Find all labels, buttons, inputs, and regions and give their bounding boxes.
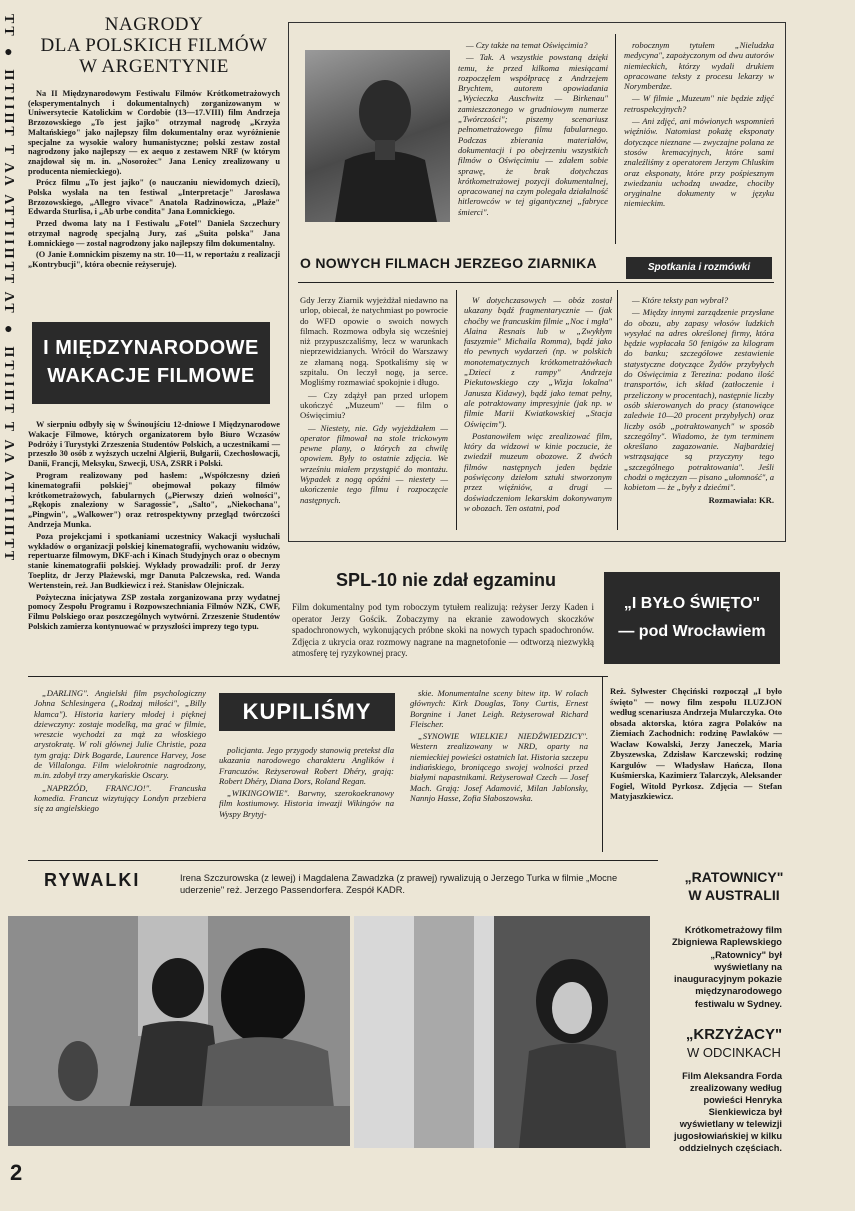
title-rule: [298, 282, 774, 283]
kupilismy-banner: KUPILIŚMY: [219, 693, 395, 731]
paragraph: — Które teksty pan wybrał?: [632, 295, 729, 305]
paragraph: policjanta. Jego przygody stanowią pretekst dla ukazania narodowego charakteru Anglików i Francuzów. Reżyserował Robert Dhéry, grają: Robert Dhéry, Diana Dors, Roland Regan.: [219, 745, 394, 786]
paragraph: robocznym tytułem „Nieludzka medycyna", zapożyczonym od dwu autorów niemieckich, którzy wydali drukiem opracowane teksty z procesu lekarzy w Norymberdze.: [624, 40, 774, 92]
ziarnik-col3: [624, 295, 774, 505]
nagrody-title-line: NAGRODY: [104, 14, 204, 35]
spl10-title: SPL-10 nie zdał egzaminu: [335, 570, 557, 590]
swieto-banner-line: „I BYŁO ŚWIĘTO": [623, 595, 761, 612]
swieto-banner-line: — pod Wrocławiem: [618, 623, 766, 640]
wakacje-banner-line: WAKACJE FILMOWE: [47, 365, 255, 387]
signature: Rozmawiała: KR.: [708, 494, 774, 505]
ziarnik-right-top: [458, 40, 608, 219]
nagrody-body: [28, 89, 280, 270]
swieto-text: Reż. Sylwester Chęciński rozpoczął „I było święto" — nowy film zespołu ILUZJON według scenariusza Andrzeja Mularczyka. Oto obsada aktorska, która zagra Polaków na Ziemiach Zachodnich: rodzinę Pawlaków — Wacław Kowalski, Jerzy Janeczek, Maria Zbyszewska, Zdzisław Karczewski; rodzinę Kargulów — Władysław Hańcza, Ilona Kuśmierska, Kazimierz Talarczyk, Aleksander Fogiel, Witold Pyrkosz. Zdjęcia — Stefan Matyjaszkiewicz.: [610, 686, 782, 801]
column-rule: [615, 34, 616, 244]
paragraph: Poza projekcjami i spotkaniami uczestnicy Wakacji wysłuchali wykładów o organizacji polskiej kinematografii, wychowaniu widzów, repertuarze filmowym, DKF-ach i Kinach Studyjnych oraz o obecnym stanie kinematografii polskiej. Wykłady prowadzili: prof. dr Jerzy Toeplitz, dr Jerzy Płażewski, mgr Danuta Palczewska, red. Wanda Wertenstein, reż. Jan Budkiewicz i reż. Stanisław Olejniczak.: [28, 531, 280, 590]
paragraph: Program realizowany pod hasłem: „Współczesny dzień kinematografii polskiej" obejmował pokazy filmów krótkometrażowych, fabularnych („Pierwszy dzień wolności", „Rękopis znaleziony w Saragossie", „Salto", „Niekochana", „Pingwin", „Walkower") oraz retrospektywny przegląd twórczości Andrzeja Munka.: [28, 470, 280, 529]
paragraph: „WIKINGOWIE". Barwny, szerokoekranowy film kostiumowy. Historia inwazji Wikingów na Wyspy Brytyj-: [219, 788, 394, 819]
rivals-photo-right: [354, 916, 650, 1148]
wakacje-banner: [32, 322, 270, 404]
krzyzacy-text: Film Aleksandra Forda zrealizowany według powieści Henryka Sienkiewicza był wyświetlany w telewizji jugosłowiańskiej w kilku oddzielnych częściach.: [674, 1071, 782, 1153]
nagrody-title-line: W ARGENTYNIE: [79, 56, 229, 77]
paragraph: „SYNOWIE WIELKIEJ NIEDŹWIEDZICY". Western zrealizowany w NRD, oparty na niemieckiej powieści ostatnich lat. Historia szczepu indiańskiego, broniącego swojej wolności przed białymi napastnikami. Reżyserował Czech — Josef Mach. Grają: Josef Adamović, Milan Jablonsky, Nannjo Hasse, Zofia Słaboszowska.: [410, 731, 588, 803]
page-number: 2: [10, 1160, 23, 1185]
paragraph: (O Janie Łomnickim piszemy na str. 10—11, w reportażu z realizacji „Kontrybucji", która obecnie reżyseruje).: [28, 250, 280, 269]
ziarnik-col-b: [624, 40, 774, 211]
paragraph: — Ani zdjęć, ani mówionych wspomnień więźniów. Natomiast pokażę eksponaty dotyczące nieznane — zwyczajne polana ze stosów kremacyjnych, które sami znaleźliśmy z operatorem Jerzym Chluskim oraz eksponaty, które przy pośpiesznym zwiedzaniu uchodzą uwadze, chociby oryginalne dokumenty w języku niemieckim.: [624, 116, 774, 209]
paragraph: — Między innymi zarządzenie przysłane do obozu, aby zapasy włosów ludzkich wysyłać na adres określonej firmy, która będzie wypłacała 50 fenigów za kilogram do banku; szczegółowe zestawienie statystyczne dotyczące Żydów przybyłych do Oświęcimia z Terezina: podano ilość transportów, ich skład (zatłoczenie i przeliczony w procentach), następnie liczby osób skierowanych do pracy (stanowiące zaledwie 10—20 procent przybyłych) oraz liczby osób „potraktowanych" w sposób szczególny". Wiadomo, że tym terminem określano zagazowanie. Najbardziej wstrząsające są przyczyny tego „szczególnego potraktowania". Jeśli chodzi o mężczyzn — pisano „ułomność", a kobietom — że „były z dziećmi".: [624, 307, 774, 493]
rivals-scene-right: [354, 916, 650, 1148]
paragraph: „NAPRZÓD, FRANCJO!". Francuska komedia. Francuz wizytujący Londyn przebiera się za angielskiego: [34, 782, 206, 814]
section-rule: [28, 860, 658, 861]
side-strip: [2, 14, 14, 874]
ratownicy-title-line: W AUSTRALII: [688, 887, 780, 903]
paragraph: — Czy zdążył pan przed urlopem ukończyć „Muzeum" — film o Oświęcimiu?: [300, 389, 448, 421]
paragraph: — Czy także na temat Oświęcimia?: [466, 40, 588, 50]
paragraph: W dotychczasowych — obóz został ukazany bądź fragmentarycznie — (jak choćby we francuskim filmie „Noc i mgła" Alaina Resnais lub w „Zwykłym faszyzmie" Michaila Romma), bądź jako tło pewnych wydarzeń (np. w polskich monotematycznych krótkometrażówkach „Dzieci z rampy" Andrzeja Piekutowskiego czy „Wizja lokalna" Janusza Kidawy), bądź jako temat pełny, ale potraktowany impresyjnie (jak np. w filmie Marii Kwiatkowskiej „Stacja Oświęcim").: [464, 295, 612, 429]
side-strip-text: ΤΤ ● ΠΤΙΙΠΤ Τ ΛΛ ΛΤΤΙΙΠΤΤ ΛΤ ● ΠΤΙΙΠΤ Τ ΛΛ ΛΤΤΙΙΠΤΤ: [1, 14, 16, 564]
ratownicy-text: Krótkometrażowy film Zbigniewa Raplewskiego „Ratownicy" był wyświetlany na inauguracyjnym pokazie międzynarodowego festiwalu w Sydney.: [671, 925, 782, 1009]
column-rule: [617, 290, 618, 530]
krzyzacy-title: [664, 1026, 804, 1062]
kupilismy-col3: [410, 688, 588, 805]
paragraph: „DARLING". Angielski film psychologiczny Johna Schlesingera („Rodzaj miłości", „Billy kłamca"). Historia kariery młodej i pięknej dziewczyny: zostaje modelką, ma grać w filmie, wreszcie wychodzi za mąż za włoskiego arystokratę. W roli głównej Julie Christie, poza tym grają: Dirk Bogarde, Laurence Harvey, Jose de Villalonga. Film wielokrotnie nagrodzony, m.in. zdobył trzy amerykańskie Oscary.: [34, 688, 206, 781]
rivals-scene-left: [8, 916, 350, 1146]
wakacje-body: [28, 420, 280, 634]
kupilismy-col1: [34, 688, 206, 816]
rywalki-title: RYWALKI: [44, 870, 141, 890]
paragraph: W sierpniu odbyły się w Świnoujściu 12-dniowe I Międzynarodowe Wakacje Filmowe, których organizatorem było Biuro Wczasów Podróży i Turystyki Zrzeszenia Studentów Polskich, a uczestnikami — przeszło 30 osób z wyższych uczelni Algierii, Bułgarii, Czechosłowacji, Danii, Francji, Meksyku, Szwecji, USA, ZSRR i Polski.: [28, 420, 280, 469]
portrait-figure: [305, 50, 450, 222]
nagrody-title: [28, 14, 280, 77]
column-rule: [602, 676, 603, 852]
nagrody-title-line: DLA POLSKICH FILMÓW: [40, 35, 268, 56]
portrait-photo: [305, 50, 450, 222]
ziarnik-title: O NOWYCH FILMACH JERZEGO ZIARNIKA: [300, 255, 597, 271]
paragraph: — Niestety, nie. Gdy wyjeżdżałem — operator filmował na stole trickowym pewne plany, o których za chwilę opowiem. Były to ostatnie zdjęcia. We wrześniu miałem przystąpić do montażu. Wypadek z nogą opóźni — niestety — ukończenie tego filmu i rozpoczęcie następnych.: [300, 422, 448, 505]
section-rule: [28, 676, 608, 677]
ziarnik-col2: [464, 295, 612, 515]
paragraph: — W filmie „Muzeum" nie będzie zdjęć retrospekcyjnych?: [624, 93, 774, 114]
ratownicy-title: [664, 868, 804, 904]
paragraph: Postanowiłem więc zrealizować film, który da widzowi w kinie poczucie, że zwiedził muzeum obozowe. Z dwóch filmów następnych jeden będzie poświęcony dziełom sztuki stworzonym przez więźniów, a drugi — doświadczeniom lekarskim dokonywanym w obozach. Ten ostatni, pod: [464, 430, 612, 513]
paragraph: — Tak. A wszystkie powstaną dzięki temu, że przed kilkoma miesiącami rozpoczęłem współpracę z Andrzejem Brychtem, autorem opowiadania „Wycieczka Auschwitz — Birkenau" zamieszczonego w grudniowym numerze „Twórczości"; piszemy scenariusz pełnometrażowego filmu fabularnego. Podczas zbierania materiałów, dokumentacji i po obejrzeniu wszystkich filmów o Oświęcimiu — zdałem sobie sprawę, że brak dotychczas krótkometrażowej pozycji dokumentalnej, opracowanej na czym polegała działalność hitlerowców w tej gigantycznej „fabryce śmierci".: [458, 52, 608, 217]
column-rule: [456, 290, 457, 530]
paragraph: Na II Międzynarodowym Festiwalu Filmów Krótkometrażowych (eksperymentalnych i dokumentalnych) zorganizowanym w Uniwersytecie Katolickim w Cordobie (13—17.VIII) film Andrzeja Brzozowskiego „To jest jajko" otrzymał nagrodę „Krzyża Maltańskiego" jako najlepszy film dokumentalny oraz wyróżnienie specjalne za wysokie walory humanistyczne; polski zestaw został nagrodzony jako najlepszy — ex aequo z zestawem NRF (w którym znajdował się m. in. „Nosorożec" Jana Lenicy zrealizowany u producenta niemieckiego).: [28, 89, 280, 176]
paragraph: Pożyteczna inicjatywa ZSP została zorganizowana przy wydatnej pomocy Zespołu Programu i Rozpowszechniania Filmów NZK, CWF, Filmu Polskiego oraz poszczególnych wytwórni. Zrzeszenie Studentów Polskich zamierza kontynuować w przyszłości imprezy tego typu.: [28, 592, 280, 631]
krzyzacy-title-line: „KRZYŻACY": [685, 1026, 783, 1043]
paragraph: Gdy Jerzy Ziarnik wyjeżdżał niedawno na urlop, obiecał, że natychmiast po powrocie do WFD opowie o swoich nowych filmach. Rozmowa odbyła się wcześniej niż przypuszczaliśmy, lecz w warunkach nieprzewidzianych. Wrócił do Warszawy ze złamaną nogą. Spotkaliśmy się w szpitalu. On leczył nogę, ja serce. Mogliśmy rozmawiać spokojnie i długo.: [300, 295, 448, 388]
paragraph: skie. Monumentalne sceny bitew itp. W rolach głównych: Kirk Douglas, Tony Curtis, Ernest Borgnine i Janet Leigh. Reżyserował Richard Fleischer.: [410, 688, 588, 729]
krzyzacy-title-line: W ODCINKACH: [687, 1045, 781, 1060]
spotkania-label: Spotkania i rozmówki: [626, 257, 772, 279]
ratownicy-title-line: „RATOWNICY": [684, 869, 784, 885]
kupilismy-col2: [219, 745, 394, 821]
swieto-banner: [604, 572, 780, 664]
paragraph: Przed dwoma laty na I Festiwalu „Fotel" Daniela Szczechury otrzymał nagrodę specjalną Jury, zaś „Suita polska" Jana Łomnickiego — został nagrodzony jako najlepszy film dokumentalny.: [28, 219, 280, 248]
paragraph: Prócz filmu „To jest jajko" (o nauczaniu niewidomych dzieci), Polska wysłała na ten festiwal „Interpretacje" Jarosława Brzozowskiego, „Allegro vivace" Anatola Radzinowicza, „Plaże" Edwarda Sturlisa, i „Ab urbe condita" Jana Łomnickiego.: [28, 178, 280, 217]
spl10-text: Film dokumentalny pod tym roboczym tytułem realizują: reżyser Jerzy Kaden i operator Jerzy Gościk. Zobaczymy na ekranie zawodowych skoczków spadochronowych, wykonujących próbne skoki na nowych typach spadochronów. Zdjęcia z ukrycia oraz rozmowy nagrane na magnetofonie — odtworzą niezwykłą atmosferę tej ryzykownej pracy.: [292, 602, 594, 658]
rivals-photo-left: [8, 916, 350, 1146]
rywalki-caption: Irena Szczurowska (z lewej) i Magdalena Zawadzka (z prawej) rywalizują o Jerzego Turka w filmie „Mocne uderzenie" reż. Jerzego Passendorfera. Zespół KADR.: [180, 873, 618, 895]
nagrody-section: [28, 14, 280, 272]
ziarnik-col1: [300, 295, 448, 507]
wakacje-banner-line: I MIĘDZYNARODOWE: [43, 337, 259, 359]
